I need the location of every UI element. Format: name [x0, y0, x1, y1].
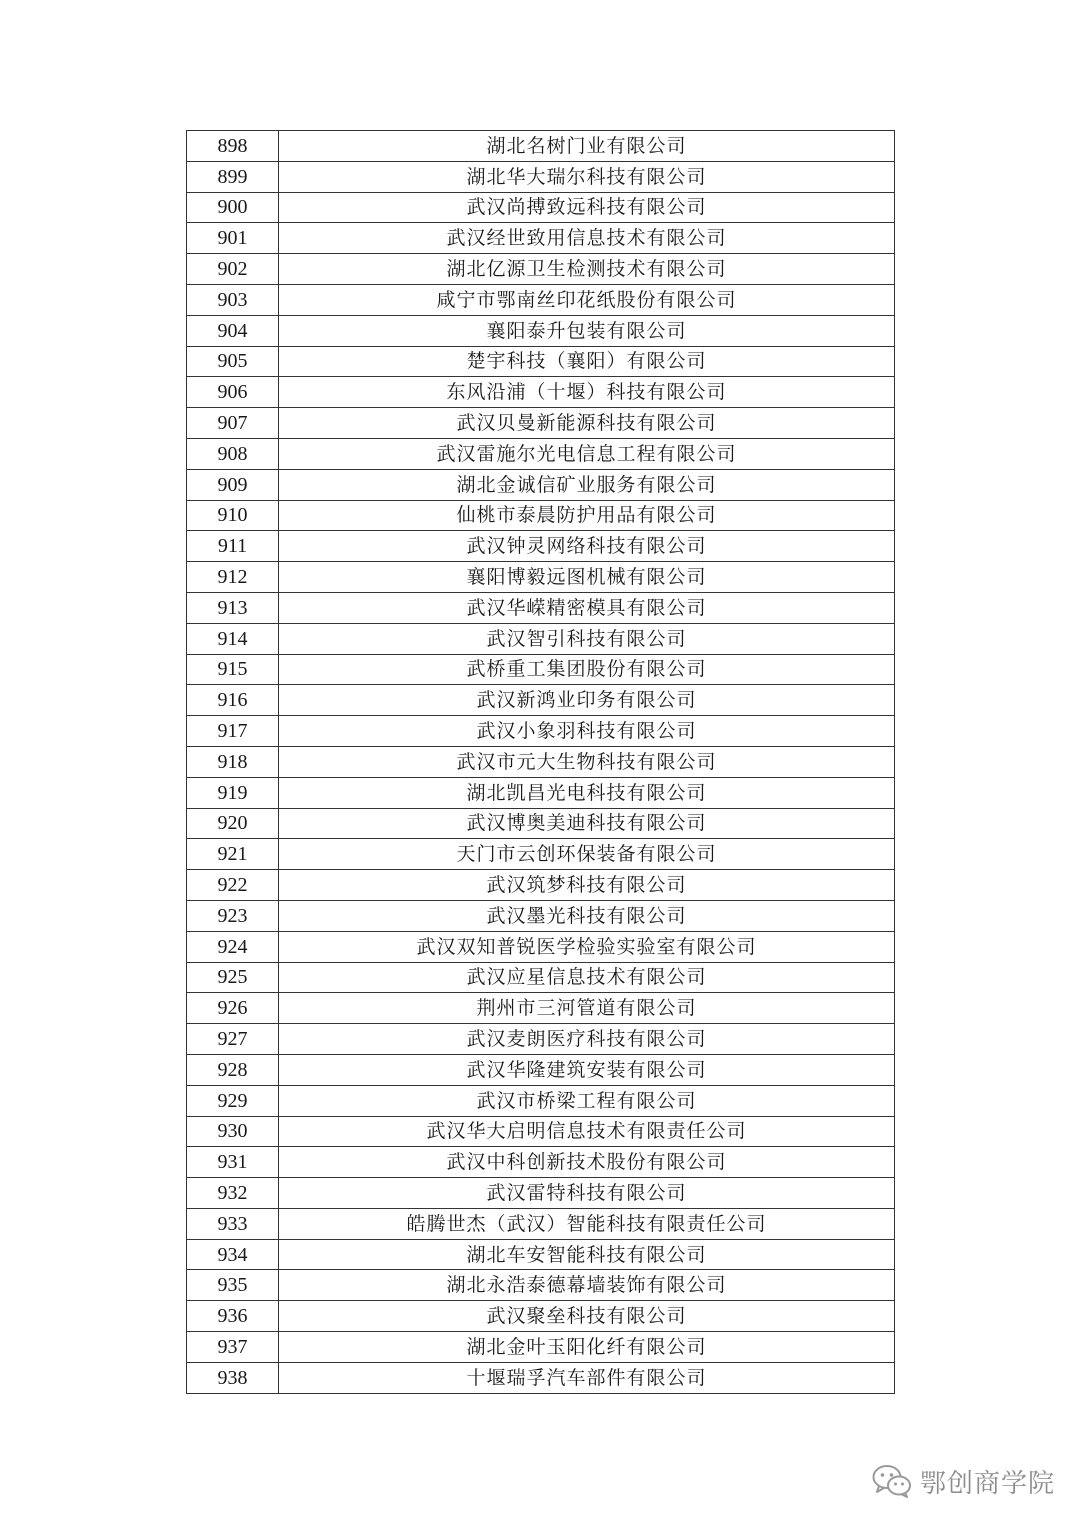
table-row [187, 962, 895, 993]
company-name: 武汉新鸿业印务有限公司 [279, 685, 895, 716]
company-name: 武汉博奥美迪科技有限公司 [279, 808, 895, 839]
company-name: 武汉雷特科技有限公司 [279, 1178, 895, 1209]
row-number: 935 [187, 1270, 279, 1301]
table-row [187, 438, 895, 469]
company-name: 楚宇科技（襄阳）有限公司 [279, 346, 895, 377]
company-name: 咸宁市鄂南丝印花纸股份有限公司 [279, 284, 895, 315]
table-row [187, 685, 895, 716]
table-row [187, 131, 895, 162]
row-number: 907 [187, 408, 279, 439]
row-number: 909 [187, 469, 279, 500]
company-name: 湖北凯昌光电科技有限公司 [279, 777, 895, 808]
table-row [187, 623, 895, 654]
row-number: 904 [187, 315, 279, 346]
table-row [187, 1270, 895, 1301]
row-number: 914 [187, 623, 279, 654]
company-name: 湖北金诚信矿业服务有限公司 [279, 469, 895, 500]
row-number: 916 [187, 685, 279, 716]
row-number: 921 [187, 839, 279, 870]
table-row [187, 746, 895, 777]
table-row [187, 1208, 895, 1239]
company-name: 武汉市元大生物科技有限公司 [279, 746, 895, 777]
company-name: 荆州市三河管道有限公司 [279, 993, 895, 1024]
company-name: 湖北名树门业有限公司 [279, 131, 895, 162]
company-name: 湖北金叶玉阳化纤有限公司 [279, 1332, 895, 1363]
company-name: 武汉麦朗医疗科技有限公司 [279, 1024, 895, 1055]
table-row [187, 808, 895, 839]
table-row [187, 1332, 895, 1363]
table-row [187, 562, 895, 593]
row-number: 927 [187, 1024, 279, 1055]
company-name: 武汉市桥梁工程有限公司 [279, 1085, 895, 1116]
company-name: 武汉双知普锐医学检验实验室有限公司 [279, 931, 895, 962]
row-number: 899 [187, 161, 279, 192]
company-name: 武汉华隆建筑安装有限公司 [279, 1054, 895, 1085]
table-row [187, 1301, 895, 1332]
company-name: 皓腾世杰（武汉）智能科技有限责任公司 [279, 1208, 895, 1239]
table-row [187, 1362, 895, 1393]
row-number: 931 [187, 1147, 279, 1178]
table-row [187, 931, 895, 962]
table-row [187, 1024, 895, 1055]
company-name: 武汉墨光科技有限公司 [279, 900, 895, 931]
table-row [187, 377, 895, 408]
row-number: 900 [187, 192, 279, 223]
table-row [187, 161, 895, 192]
row-number: 913 [187, 592, 279, 623]
row-number: 901 [187, 223, 279, 254]
company-name: 武汉雷施尔光电信息工程有限公司 [279, 438, 895, 469]
company-name: 襄阳博毅远图机械有限公司 [279, 562, 895, 593]
company-table [186, 130, 895, 1394]
row-number: 933 [187, 1208, 279, 1239]
company-name: 湖北亿源卫生检测技术有限公司 [279, 254, 895, 285]
row-number: 926 [187, 993, 279, 1024]
company-name: 襄阳泰升包装有限公司 [279, 315, 895, 346]
table-row [187, 192, 895, 223]
company-name: 武汉华大启明信息技术有限责任公司 [279, 1116, 895, 1147]
row-number: 934 [187, 1239, 279, 1270]
company-name: 武汉钟灵网络科技有限公司 [279, 531, 895, 562]
table-row [187, 839, 895, 870]
row-number: 923 [187, 900, 279, 931]
company-name: 武汉尚搏致远科技有限公司 [279, 192, 895, 223]
company-name: 武汉贝曼新能源科技有限公司 [279, 408, 895, 439]
company-name: 东风沿浦（十堰）科技有限公司 [279, 377, 895, 408]
row-number: 920 [187, 808, 279, 839]
table-row [187, 1054, 895, 1085]
table-row [187, 346, 895, 377]
company-name: 湖北华大瑞尔科技有限公司 [279, 161, 895, 192]
table-row [187, 592, 895, 623]
table-row [187, 716, 895, 747]
company-name: 武汉聚垒科技有限公司 [279, 1301, 895, 1332]
table-row [187, 315, 895, 346]
table-row [187, 469, 895, 500]
watermark-text: 鄂创商学院 [920, 1468, 1056, 1499]
row-number: 937 [187, 1332, 279, 1363]
company-name: 湖北车安智能科技有限公司 [279, 1239, 895, 1270]
company-name: 十堰瑞孚汽车部件有限公司 [279, 1362, 895, 1393]
table-row [187, 1239, 895, 1270]
company-name: 武汉中科创新技术股份有限公司 [279, 1147, 895, 1178]
table-row [187, 654, 895, 685]
company-name: 武汉筑梦科技有限公司 [279, 870, 895, 901]
row-number: 925 [187, 962, 279, 993]
table-row [187, 1085, 895, 1116]
table-row [187, 284, 895, 315]
row-number: 922 [187, 870, 279, 901]
row-number: 930 [187, 1116, 279, 1147]
company-name: 武汉华嵘精密模具有限公司 [279, 592, 895, 623]
row-number: 919 [187, 777, 279, 808]
company-name: 湖北永浩泰德幕墙装饰有限公司 [279, 1270, 895, 1301]
row-number: 910 [187, 500, 279, 531]
row-number: 912 [187, 562, 279, 593]
row-number: 917 [187, 716, 279, 747]
table-row [187, 1116, 895, 1147]
watermark [872, 1456, 1055, 1506]
row-number: 906 [187, 377, 279, 408]
company-name: 武桥重工集团股份有限公司 [279, 654, 895, 685]
row-number: 911 [187, 531, 279, 562]
table-row [187, 223, 895, 254]
company-name: 武汉小象羽科技有限公司 [279, 716, 895, 747]
table-row [187, 500, 895, 531]
row-number: 928 [187, 1054, 279, 1085]
row-number: 929 [187, 1085, 279, 1116]
table-row [187, 993, 895, 1024]
table-row [187, 254, 895, 285]
company-name: 天门市云创环保装备有限公司 [279, 839, 895, 870]
row-number: 924 [187, 931, 279, 962]
row-number: 898 [187, 131, 279, 162]
company-name: 武汉智引科技有限公司 [279, 623, 895, 654]
table-row [187, 870, 895, 901]
row-number: 938 [187, 1362, 279, 1393]
company-name: 武汉经世致用信息技术有限公司 [279, 223, 895, 254]
company-table-body [187, 131, 895, 1394]
row-number: 915 [187, 654, 279, 685]
table-row [187, 900, 895, 931]
company-name: 武汉应星信息技术有限公司 [279, 962, 895, 993]
row-number: 932 [187, 1178, 279, 1209]
table-row [187, 1178, 895, 1209]
row-number: 902 [187, 254, 279, 285]
wechat-icon [872, 1464, 912, 1498]
row-number: 908 [187, 438, 279, 469]
row-number: 905 [187, 346, 279, 377]
row-number: 918 [187, 746, 279, 777]
company-name: 仙桃市泰晨防护用品有限公司 [279, 500, 895, 531]
table-row [187, 777, 895, 808]
table-row [187, 531, 895, 562]
table-row [187, 408, 895, 439]
row-number: 936 [187, 1301, 279, 1332]
table-row [187, 1147, 895, 1178]
row-number: 903 [187, 284, 279, 315]
